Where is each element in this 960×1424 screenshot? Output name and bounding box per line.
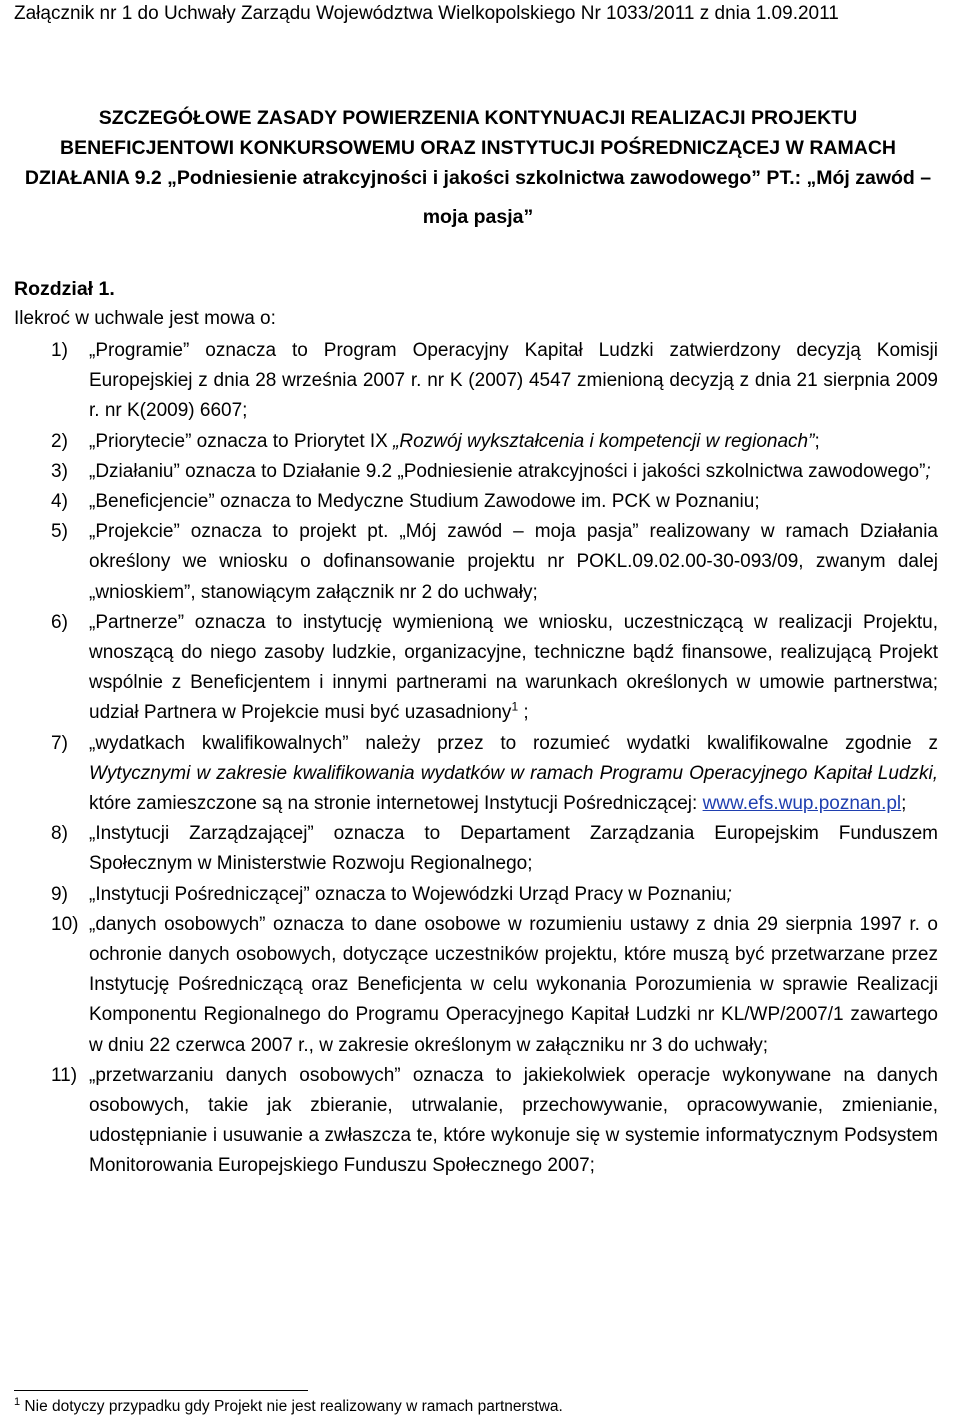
- list-item: [14, 910, 938, 1061]
- list-item: [14, 1061, 938, 1182]
- item-number: 2): [51, 430, 68, 452]
- definitions-list: [14, 336, 938, 1182]
- document-header: Załącznik nr 1 do Uchwały Zarządu Województwa Wielkopolskiego Nr 1033/2011 z dnia 1.09.2011: [14, 3, 839, 24]
- item-text-part: „Instytucji Pośredniczącej” oznacza to Wojewódzki Urząd Pracy w Poznaniu: [89, 883, 727, 905]
- item-text-part: „Priorytecie” oznacza to Priorytet IX: [89, 430, 394, 452]
- item-text: „przetwarzaniu danych osobowych” oznacza to jakiekolwiek operacje wykonywane na danych osobowych, takie jak zbieranie, utrwalanie, przechowywanie, opracowywanie, zmienianie, udostępnianie i usuwanie a zwłaszcza te, które wykonuje się w systemie informatycznym Podsystem Monitorowania Europejskiego Funduszu Społecznego 2007;: [89, 1064, 938, 1177]
- list-item: [14, 517, 938, 608]
- document-title: [14, 103, 942, 232]
- item-text-italic: ;: [925, 460, 931, 482]
- website-link[interactable]: www.efs.wup.poznan.pl: [702, 793, 902, 815]
- item-text: [89, 427, 938, 457]
- list-item: [14, 819, 938, 879]
- chapter-heading: Rozdział 1.: [14, 278, 115, 300]
- item-text-italic: ;: [726, 883, 732, 905]
- list-item: [14, 427, 938, 457]
- item-text: „danych osobowych” oznacza to dane osobowe w rozumieniu ustawy z dnia 29 sierpnia 1997 r. o ochronie danych osobowych, dotyczące uczestników projektu, które muszą być przetwarzane przez Instytucję Pośredniczącą oraz Beneficjenta w celu wykonania Porozumienia w sprawie Realizacji Komponentu Regionalnego do Programu Operacyjnego Kapitał Ludzki nr KL/WP/2007/1 zawartego w dniu 22 czerwca 2007 r., w zakresie określonym w załączniku nr 3 do uchwały;: [89, 913, 938, 1056]
- title-line-3: DZIAŁANIA 9.2 „Podniesienie atrakcyjności i jakości szkolnictwa zawodowego” PT.: „Mój zawód –: [24, 167, 932, 189]
- footnote-text: Nie dotyczy przypadku gdy Projekt nie jest realizowany w ramach partnerstwa.: [20, 1398, 563, 1415]
- item-text: [89, 457, 938, 487]
- list-item: [14, 880, 938, 910]
- item-number: 10): [51, 913, 79, 935]
- list-item: [14, 487, 938, 517]
- item-text: „Instytucji Zarządzającej” oznacza to Departament Zarządzania Europejskim Funduszem Społecznym w Ministerstwie Rozwoju Regionalnego;: [89, 823, 938, 875]
- list-item: [14, 729, 938, 820]
- item-text-part: ;: [518, 702, 529, 724]
- intro-text: Ilekroć w uchwale jest mowa o:: [14, 308, 276, 329]
- item-text-part: „Partnerze” oznacza to instytucję wymienioną we wniosku, uczestniczącą w realizacji Projektu, wnoszącą do niego zasoby ludzkie, organizacyjne, techniczne bądź finansowe, realizującą Projekt wspólnie z Beneficjentem i innymi partnerami na warunkach określonych w umowie partnerstwa; udział Partnera w Projekcie musi być uzasadniony: [89, 611, 938, 724]
- item-number: 7): [51, 732, 68, 754]
- item-number: 6): [51, 611, 68, 633]
- item-number: 1): [51, 340, 68, 361]
- item-text-part: ;: [901, 793, 907, 815]
- list-item: [14, 336, 938, 427]
- item-text-part: „wydatkach kwalifikowalnych” należy przez to rozumieć wydatki kwalifikowalne zgodnie z: [89, 732, 938, 754]
- item-text: [89, 608, 938, 729]
- item-text-italic: Wytycznymi w zakresie kwalifikowania wydatków w ramach Programu Operacyjnego Kapitał Ludzki,: [89, 762, 938, 784]
- item-text: [89, 729, 938, 820]
- item-text-part: „Działaniu” oznacza to Działanie 9.2 „Podniesienie atrakcyjności i jakości szkolnictwa zawodowego”: [89, 460, 926, 482]
- item-number: 11): [51, 1064, 78, 1086]
- item-number: 9): [51, 883, 68, 905]
- footnote-reference: 1: [511, 700, 519, 715]
- item-text: „Beneficjencie” oznacza to Medyczne Studium Zawodowe im. PCK w Poznaniu;: [89, 491, 760, 513]
- item-number: 8): [51, 823, 68, 845]
- title-line-4: moja pasja”: [422, 206, 534, 228]
- title-line-1: SZCZEGÓŁOWE ZASADY POWIERZENIA KONTYNUACJI REALIZACJI PROJEKTU: [98, 107, 858, 129]
- title-line-2: BENEFICJENTOWI KONKURSOWEMU ORAZ INSTYTUCJI POŚREDNICZĄCEJ W RAMACH: [60, 137, 896, 159]
- footnote-mark: 1: [14, 1395, 21, 1408]
- item-text: „Projekcie” oznacza to projekt pt. „Mój zawód – moja pasja” realizowany w ramach Działania określony we wniosku o dofinansowanie projektu nr POKL.09.02.00-30-093/09, zwanym dalej „wnioskiem”, stanowiącym załącznik nr 2 do uchwały;: [89, 521, 938, 603]
- list-item: [14, 457, 938, 487]
- item-text: „Programie” oznacza to Program Operacyjny Kapitał Ludzki zatwierdzony decyzją Komisji Europejskiej z dnia 28 września 2007 r. nr K (2007) 4547 zmienioną decyzją z dnia 21 sierpnia 2009 r. nr K(2009) 6607;: [89, 340, 938, 422]
- item-number: 3): [51, 460, 68, 482]
- item-number: 4): [51, 491, 68, 513]
- list-item: [14, 608, 938, 729]
- item-text-part: które zamieszczone są na stronie internetowej Instytucji Pośredniczącej:: [89, 793, 703, 815]
- item-text-part: ;: [814, 430, 820, 452]
- footnote: [14, 1397, 563, 1417]
- footnote-separator: [14, 1390, 308, 1391]
- item-text: [89, 880, 938, 910]
- item-text-italic: „Rozwój wykształcenia i kompetencji w regionach”: [393, 430, 815, 452]
- item-number: 5): [51, 521, 68, 543]
